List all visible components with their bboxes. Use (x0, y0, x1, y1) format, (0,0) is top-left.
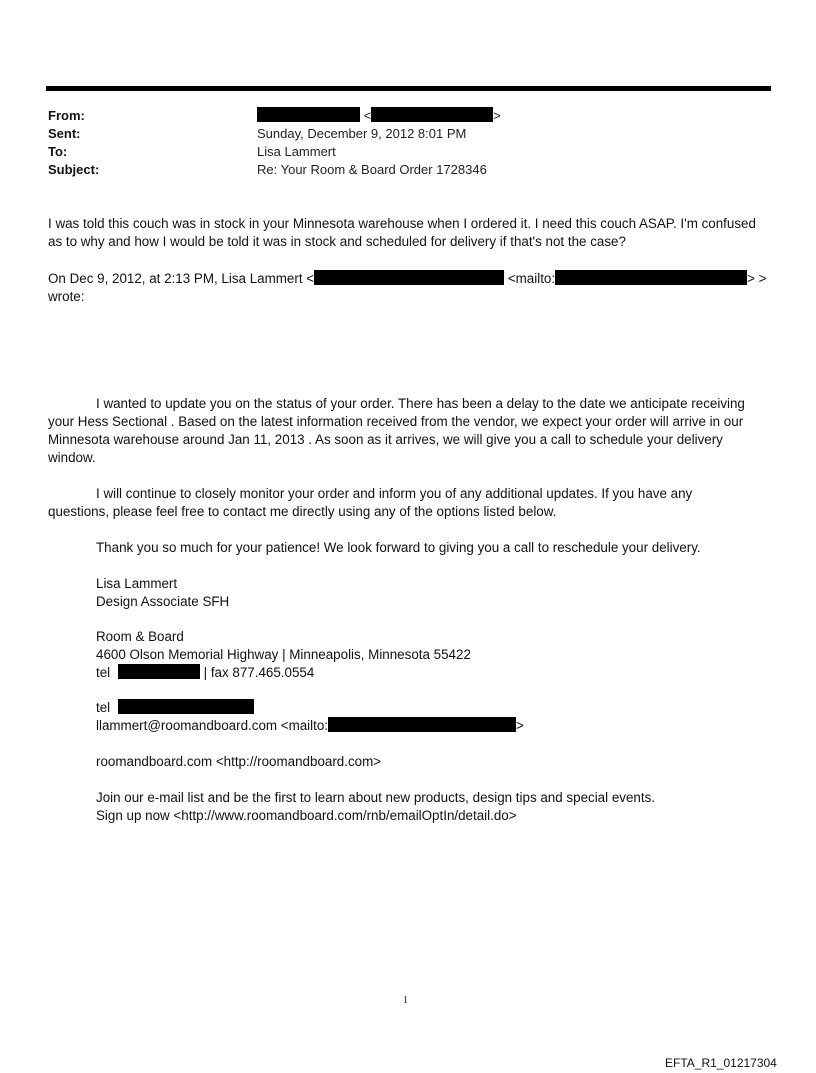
website-link[interactable]: roomandboard.com <http://roomandboard.com> (96, 754, 382, 769)
quote-wrote: wrote: (48, 289, 85, 304)
header-rule (46, 86, 771, 91)
email-link[interactable]: llammert@roomandboard.com <mailto: (96, 718, 329, 733)
subject-label: Subject: (48, 162, 100, 177)
tel2-label: tel (96, 700, 111, 715)
redaction-block (371, 107, 493, 122)
body-p3: Thank you so much for your patience! We look forward to giving you a call to reschedule your delivery. (96, 540, 701, 555)
join-line: Join our e-mail list and be the first to learn about new products, design tips and special events. (96, 790, 656, 805)
signature-address: 4600 Olson Memorial Highway | Minneapolis, Minnesota 55422 (96, 647, 471, 662)
email-end: > (516, 718, 524, 733)
reply-line-1: I was told this couch was in stock in your Minnesota warehouse when I ordered it. I need this couch ASAP. I'm confused (48, 216, 756, 231)
quote-mailto: <mailto: (507, 271, 556, 286)
document-id: EFTA_R1_01217304 (665, 1056, 777, 1070)
from-lt: < (363, 108, 372, 123)
from-label: From: (48, 108, 85, 123)
signature-name: Lisa Lammert (96, 576, 178, 591)
to-value: Lisa Lammert (257, 144, 336, 159)
body-p2-line-2: questions, please feel free to contact me directly using any of the options listed below. (48, 504, 557, 519)
body-p1-line-3: Minnesota warehouse around Jan 11, 2013 . As soon as it arrives, we will give you a call to schedule your delivery (48, 432, 723, 447)
redaction-block (257, 107, 360, 122)
redaction-block (118, 664, 200, 679)
redaction-block (118, 699, 254, 714)
body-p1-line-1: I wanted to update you on the status of your order. There has been a delay to the date we anticipate receiving (96, 396, 745, 411)
redaction-block (328, 717, 516, 732)
signature-email-line (96, 717, 524, 735)
page-number: 1 (403, 995, 408, 1006)
sent-label: Sent: (48, 126, 81, 141)
fax-text: | fax 877.465.0554 (203, 665, 315, 680)
subject-value: Re: Your Room & Board Order 1728346 (257, 162, 487, 177)
from-gt: > (493, 108, 501, 123)
quote-header (48, 270, 766, 288)
body-p1-line-2: your Hess Sectional . Based on the latest information received from the vendor, we expect your order will arrive in our (48, 414, 744, 429)
body-p2-line-1: I will continue to closely monitor your order and inform you of any additional updates. If you have any (96, 486, 693, 501)
redaction-block (555, 270, 747, 285)
redaction-block (314, 270, 504, 285)
to-label: To: (48, 144, 68, 159)
signature-title: Design Associate SFH (96, 594, 230, 609)
signup-link[interactable]: Sign up now <http://www.roomandboard.com/rnb/emailOptIn/detail.do> (96, 808, 517, 823)
tel-label: tel (96, 665, 111, 680)
quote-prefix: On Dec 9, 2012, at 2:13 PM, Lisa Lammert < (48, 271, 315, 286)
quote-suffix: > > (747, 271, 767, 286)
signature-tel-line (96, 664, 314, 682)
sent-value: Sunday, December 9, 2012 8:01 PM (257, 126, 467, 141)
signature-tel2-line (96, 699, 254, 717)
from-value (257, 107, 501, 125)
body-p1-line-4: window. (48, 450, 96, 465)
reply-line-2: as to why and how I would be told it was in stock and scheduled for delivery if that's not the case? (48, 234, 626, 249)
signature-company: Room & Board (96, 629, 184, 644)
